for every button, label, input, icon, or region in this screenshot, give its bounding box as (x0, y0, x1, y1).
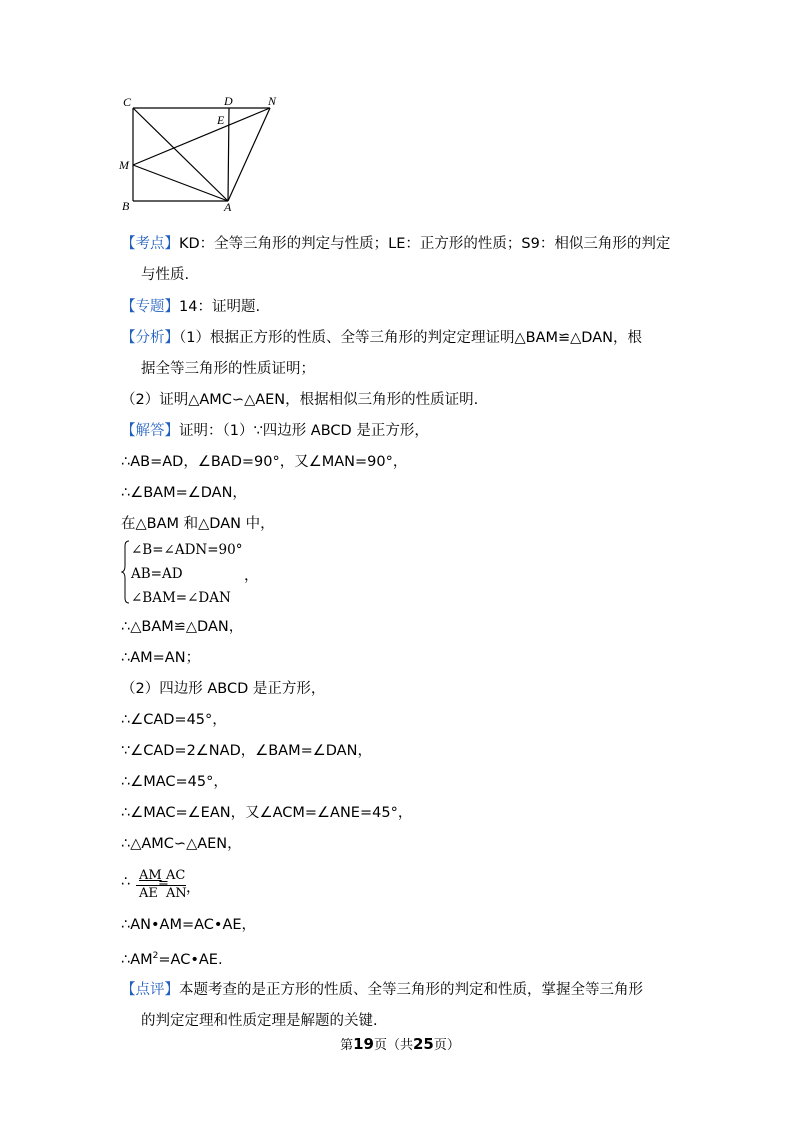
segment-mn (133, 108, 270, 165)
fraction-den-2: AN (166, 886, 187, 901)
dianping-tag: 【点评】 (121, 982, 179, 998)
final-step-pre: ∴AM (121, 951, 153, 968)
footer-pre: 第 (340, 1038, 354, 1053)
proof-step: ∴△BAM≌△DAN， (121, 619, 244, 635)
system-condition: ∠B=∠ADN=90° (131, 542, 243, 558)
proof-final-step (121, 946, 223, 970)
label-a: A (224, 200, 232, 214)
dianping-text: 本题考查的是正方形的性质、全等三角形的判定和性质，掌握全等三角形 (179, 982, 643, 998)
label-m: M (119, 158, 129, 172)
label-e: E (217, 113, 225, 127)
label-n: N (268, 94, 277, 108)
proof-step: 在△BAM 和△DAN 中， (121, 516, 275, 532)
segment-an (228, 108, 270, 201)
kaodian-line-1 (121, 234, 670, 254)
segment-ca (133, 108, 228, 201)
dianping-line-1 (121, 980, 643, 1000)
fenxi-tag: 【分析】 (121, 330, 179, 346)
proof-step: （2）四边形 ABCD 是正方形， (121, 681, 326, 697)
label-d: D (224, 94, 233, 108)
left-brace (121, 540, 131, 604)
zhuanti-tag: 【专题】 (121, 299, 179, 315)
system-condition: AB=AD (131, 566, 183, 582)
proof-step: ∴△AMC∽△AEN， (121, 836, 242, 852)
fraction-bar (136, 885, 186, 886)
fraction-eq: = (158, 876, 169, 891)
jieda-tag: 【解答】 (121, 423, 179, 439)
label-b: B (122, 199, 130, 213)
geometry-figure (118, 92, 288, 217)
proof-step: ∴∠MAC=45°， (121, 774, 228, 790)
proof-step: ∵∠CAD=2∠NAD，∠BAM=∠DAN， (121, 743, 372, 759)
jieda-intro: 证明：（1）∵四边形 ABCD 是正方形， (179, 423, 429, 439)
footer-mid: 页（共 (373, 1038, 413, 1053)
segment-ma (133, 165, 228, 201)
jieda-intro-line (121, 421, 429, 441)
fraction-prefix: ∴ (121, 874, 131, 890)
superscript-2: 2 (152, 951, 159, 961)
proof-step: ∴∠MAC=∠EAN，又∠ACM=∠ANE=45°， (121, 805, 413, 821)
edge-da (228, 108, 229, 201)
page-footer (0, 1034, 800, 1053)
kaodian-tag: 【考点】 (121, 236, 179, 252)
fraction-num-2: AC (166, 868, 186, 883)
final-step-post: =AC•AE. (158, 951, 223, 968)
proof-step: ∴AN•AM=AC•AE， (121, 917, 257, 933)
zhuanti-text: 14：证明题. (179, 299, 261, 315)
dianping-line-2: 的判定定理和性质定理是解题的关键. (141, 1013, 378, 1029)
fenxi-text: （1）根据正方形的性质、全等三角形的判定定理证明△BAM≌△DAN，根 (179, 330, 642, 346)
zhuanti-line (121, 297, 260, 317)
footer-total-pages: 25 (413, 1035, 434, 1053)
proof-step: ∴∠BAM=∠DAN， (121, 485, 247, 501)
kaodian-line-2: 与性质. (141, 267, 190, 283)
footer-page-number: 19 (353, 1035, 374, 1053)
proof-step: ∴AM=AN； (121, 650, 201, 666)
fraction-den-1: AE (139, 886, 158, 901)
footer-post: 页） (433, 1038, 460, 1053)
fenxi-line-2: 据全等三角形的性质证明； (141, 361, 315, 377)
fenxi-line-1 (121, 328, 642, 348)
system-comma: ， (244, 568, 259, 584)
fraction-suffix: ， (186, 880, 201, 896)
proof-step: ∴AB=AD，∠BAD=90°，又∠MAN=90°， (121, 454, 408, 470)
label-c: C (123, 95, 132, 109)
fraction-num-1: AM (139, 868, 162, 883)
fenxi-line-3: （2）证明△AMC∽△AEN，根据相似三角形的性质证明. (121, 392, 479, 408)
kaodian-text: KD：全等三角形的判定与性质；LE：正方形的性质；S9：相似三角形的判定 (179, 236, 671, 252)
proof-step: ∴∠CAD=45°， (121, 712, 227, 728)
system-condition: ∠BAM=∠DAN (131, 590, 231, 606)
